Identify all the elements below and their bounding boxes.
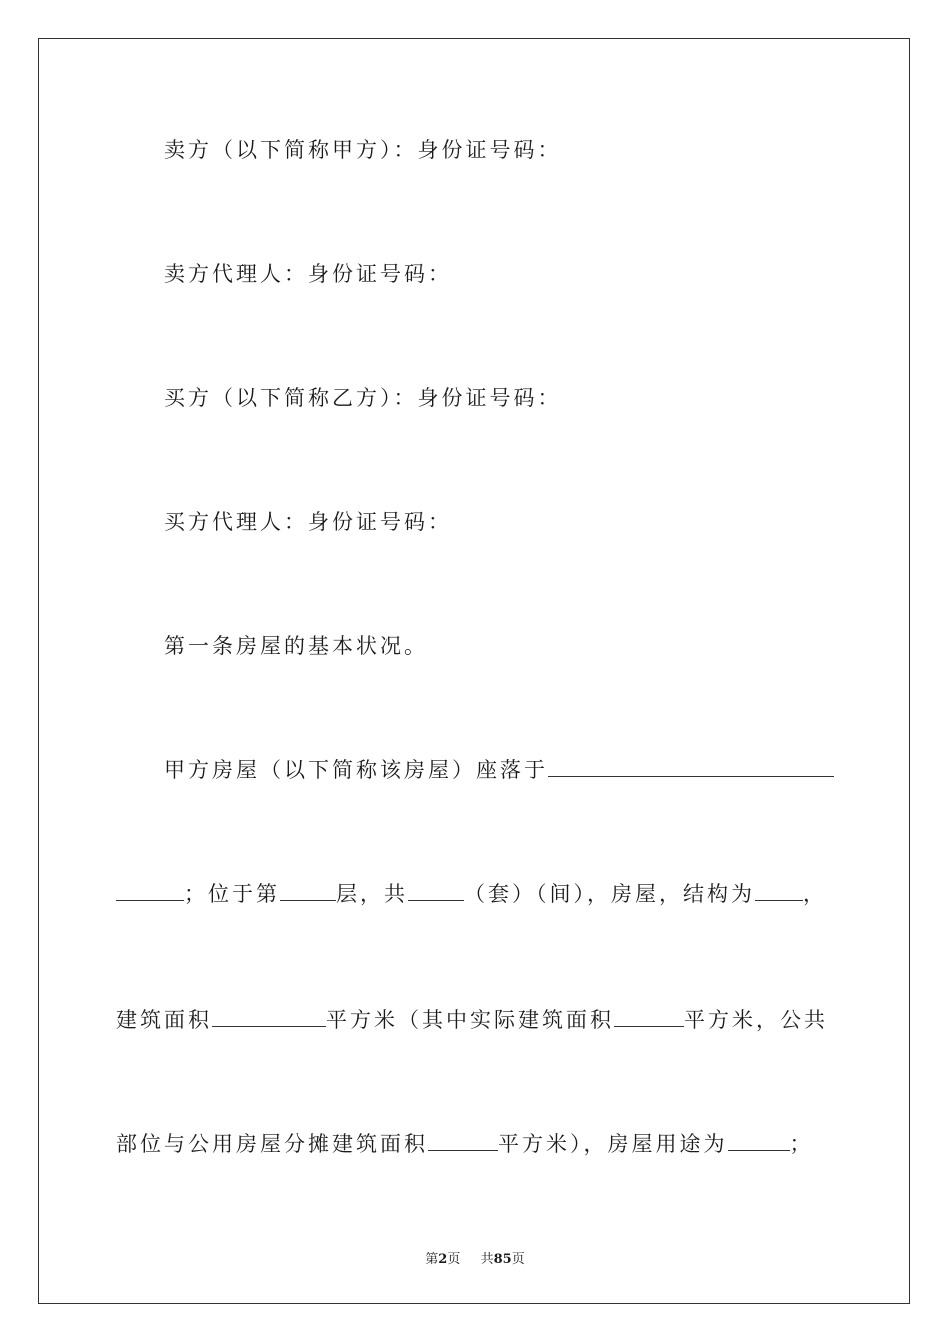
total-floors-label: 层，共 (336, 882, 408, 906)
area-line (116, 1007, 828, 1033)
footer-page-number: 2 (438, 1252, 448, 1267)
structure-blank[interactable] (755, 882, 803, 901)
footer-page-prefix: 第 (425, 1252, 439, 1267)
total-floors-blank[interactable] (408, 882, 464, 901)
floor-blank[interactable] (280, 882, 336, 901)
structure-label: （套）（间），房屋，结构为 (464, 882, 755, 906)
article-one-heading: 第一条房屋的基本状况。 (164, 634, 428, 658)
page-footer (0, 1248, 950, 1267)
seller-agent-line: 卖方代理人：身份证号码： (164, 262, 452, 286)
shared-area-line (116, 1131, 814, 1157)
floor-line (116, 881, 827, 907)
location-blank-cont[interactable] (116, 882, 184, 901)
area-blank[interactable] (212, 1008, 326, 1027)
location-line (164, 757, 834, 783)
actual-area-label: 平方米（其中实际建筑面积 (326, 1008, 614, 1032)
page-frame (38, 38, 910, 1304)
buyer-line: 买方（以下简称乙方）：身份证号码： (164, 386, 562, 410)
actual-area-blank[interactable] (614, 1008, 684, 1027)
shared-area-blank[interactable] (428, 1132, 498, 1151)
footer-total-prefix: 共 (480, 1252, 494, 1267)
footer-total-suffix: 页 (511, 1252, 525, 1267)
public-label: 平方米，公共 (684, 1008, 828, 1032)
location-blank[interactable] (548, 758, 834, 777)
area-label: 建筑面积 (116, 1008, 212, 1032)
floor-label: ；位于第 (184, 882, 280, 906)
location-label: 甲方房屋（以下简称该房屋）座落于 (164, 758, 548, 782)
seller-line: 卖方（以下简称甲方）：身份证号码： (164, 138, 562, 162)
semicolon: ； (789, 1132, 814, 1156)
comma: ， (803, 882, 827, 906)
footer-total-number: 85 (493, 1252, 512, 1267)
usage-blank[interactable] (728, 1132, 790, 1151)
usage-label: 平方米），房屋用途为 (498, 1132, 728, 1156)
footer-page-suffix: 页 (447, 1252, 461, 1267)
buyer-agent-line: 买方代理人：身份证号码： (164, 510, 452, 534)
shared-area-label: 部位与公用房屋分摊建筑面积 (116, 1132, 428, 1156)
